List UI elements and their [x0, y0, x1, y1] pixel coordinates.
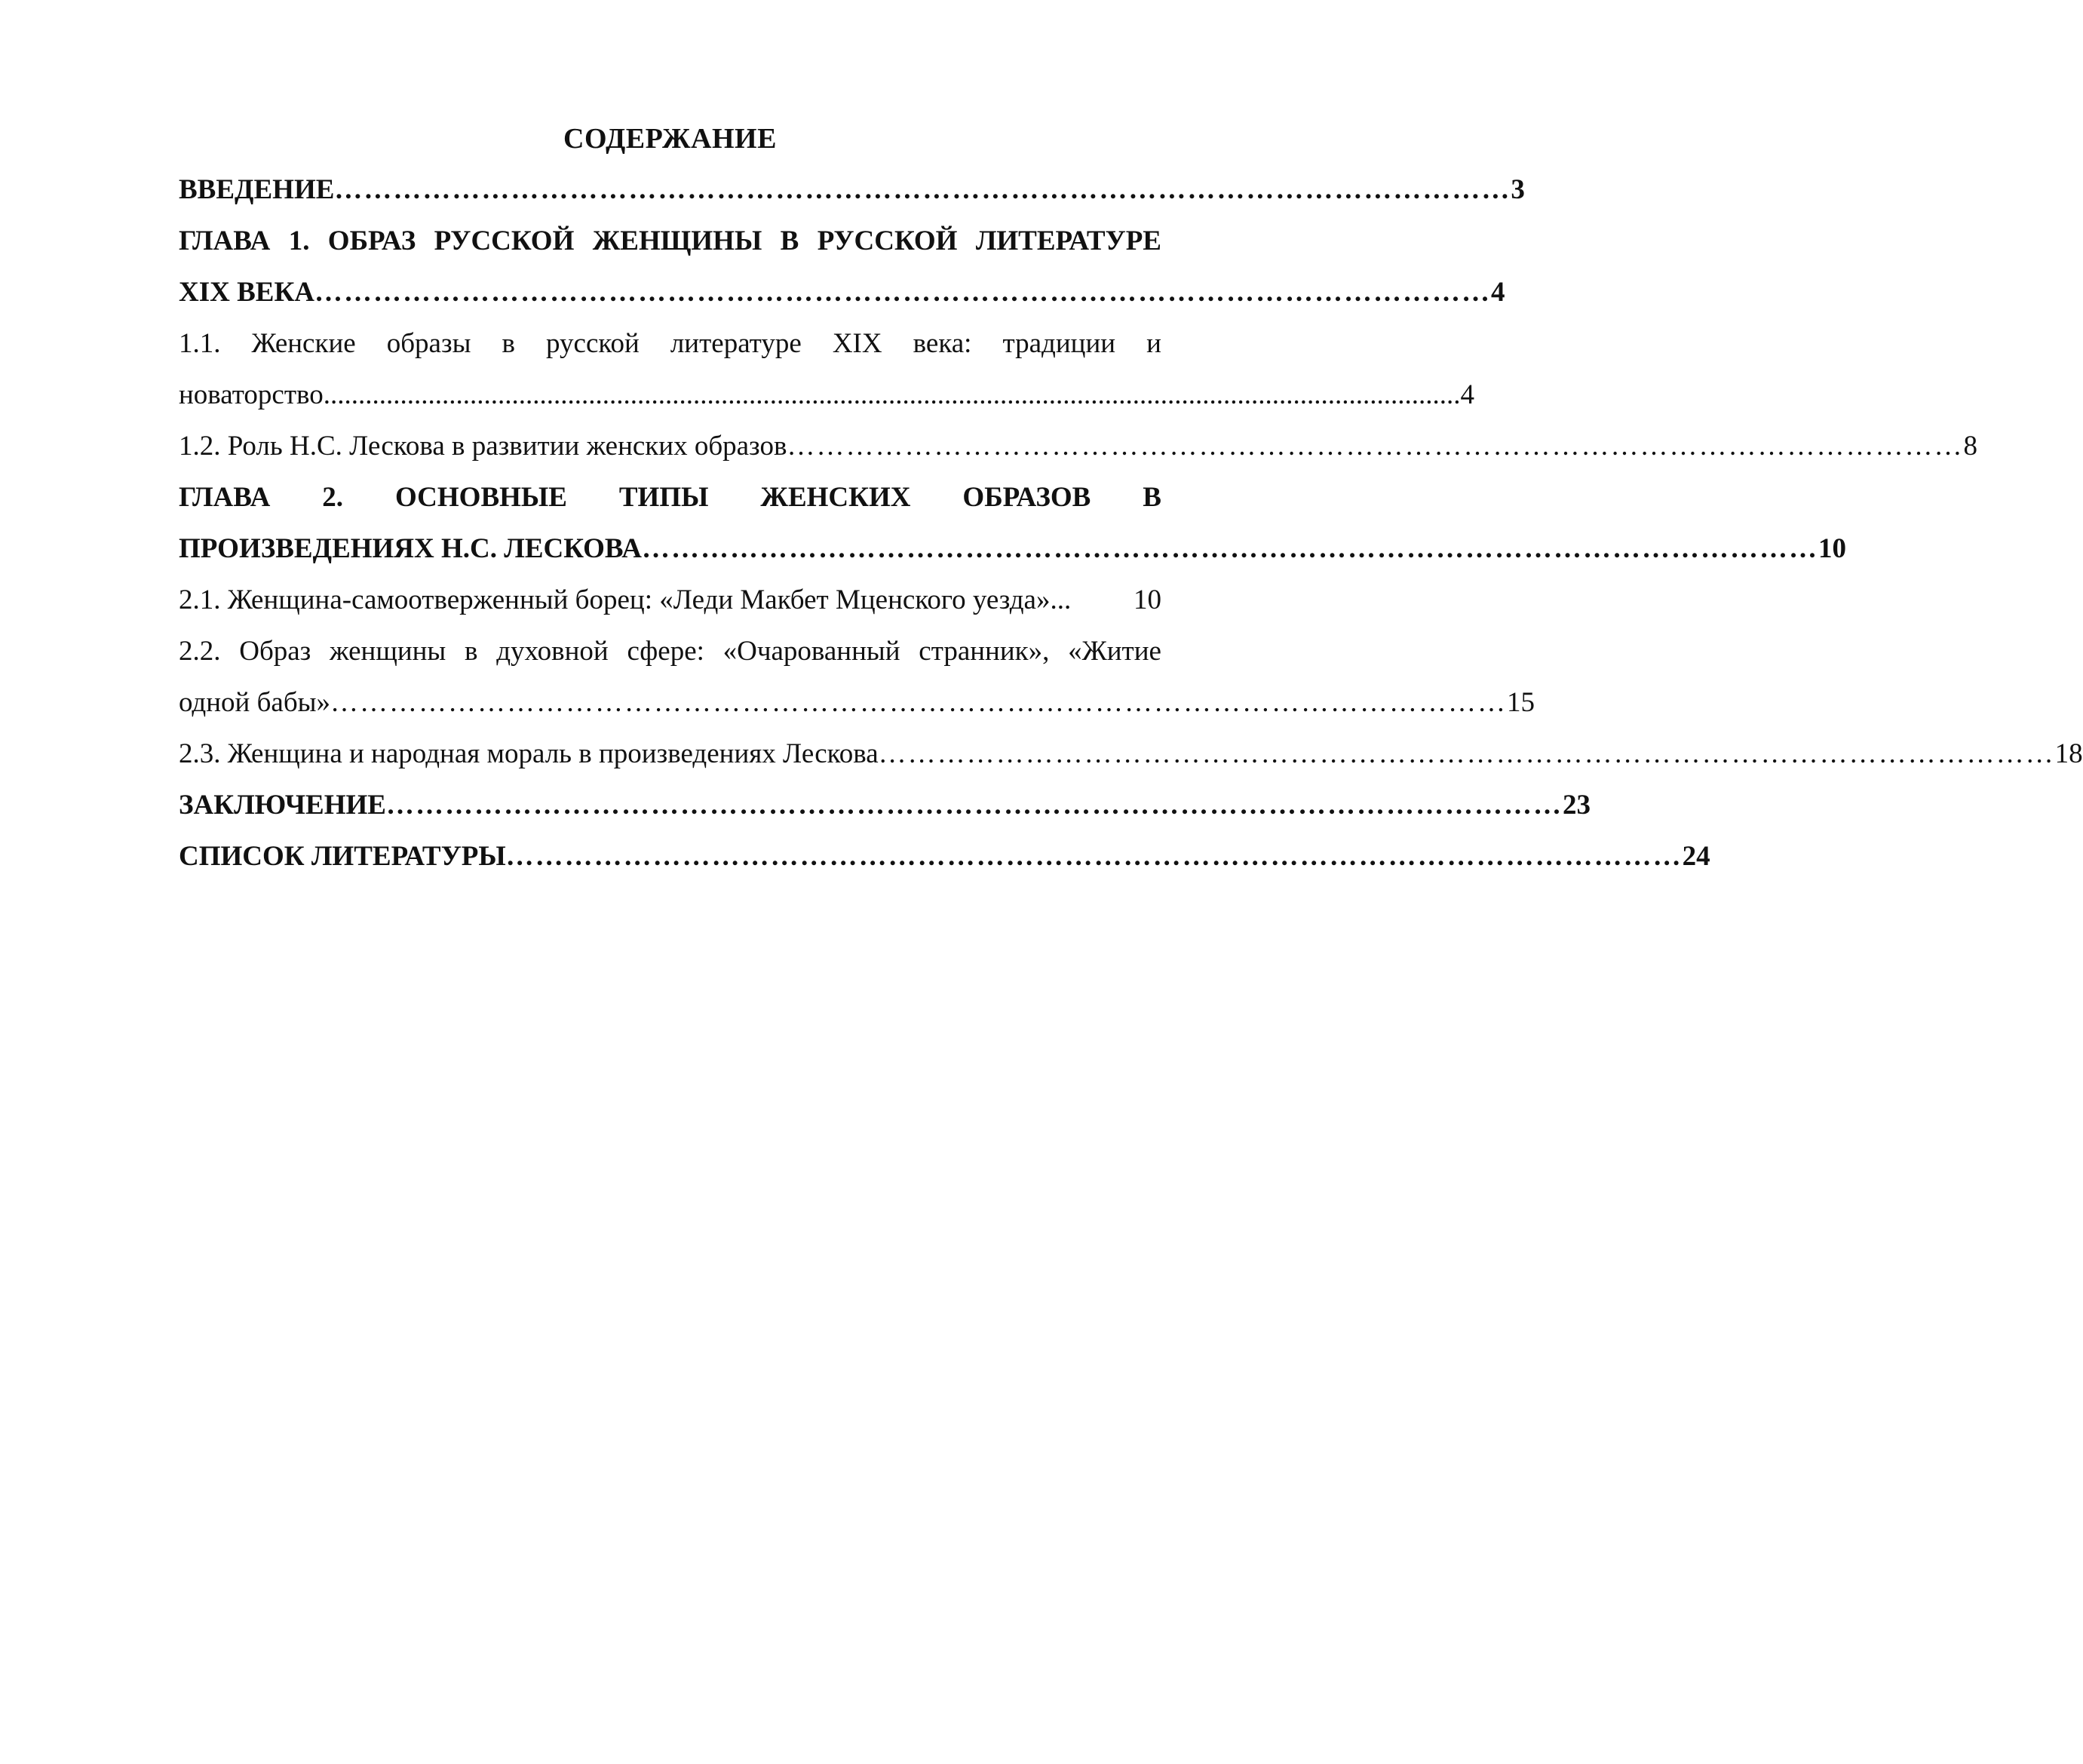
toc-entry-word: «Очарованный — [722, 636, 900, 667]
toc-entry-word: 1.1. — [179, 328, 221, 359]
dot-leader: ………………………………………………………………………………………………………… — [330, 687, 1508, 718]
toc-entry-label: XIX ВЕКА — [179, 277, 314, 308]
dot-leader: ………………………………………………………………………………………………………… — [314, 277, 1491, 308]
dot-leader: ………………………………………………………………………………………………………… — [334, 174, 1511, 205]
toc-entry-word: литературе — [670, 328, 802, 359]
dot-leader: ................................................................................................................................................................... — [323, 379, 1461, 410]
toc-entry-word: ЛИТЕРАТУРЕ — [975, 225, 1161, 256]
toc-entry-word: ОБРАЗ — [327, 225, 416, 256]
toc-entry-word: РУССКОЙ — [434, 225, 575, 256]
toc-entry-word: духовной — [496, 636, 609, 667]
toc-entry-word: ЖЕНЩИНЫ — [592, 225, 762, 256]
dot-leader: ... — [1050, 584, 1072, 615]
toc-entry-word: в — [502, 328, 515, 359]
toc-entry-bibliography[interactable] — [179, 831, 1710, 882]
toc-entry-label: ПРОИЗВЕДЕНИЯХ Н.С. ЛЕСКОВА — [179, 533, 642, 564]
toc-entry-word: русской — [546, 328, 640, 359]
toc-entry-label: 1.2. Роль Н.С. Лескова в развитии женских образов — [179, 431, 787, 462]
toc-page-number: 23 — [1562, 790, 1591, 821]
toc-page-number: 10 — [1818, 533, 1846, 564]
toc-entry-word: века: — [913, 328, 972, 359]
toc-entry-label: новаторство — [179, 379, 324, 410]
toc-entry-section-2-2-continued[interactable] — [179, 677, 1535, 729]
toc-entry-label: 2.1. Женщина-самоотверженный борец: «Леди Макбет Мценского уезда» — [179, 584, 1051, 615]
dot-leader: ………………………………………………………………………………………………………… — [505, 841, 1683, 872]
dot-leader: ………………………………………………………………………………………………………… — [641, 533, 1818, 564]
toc-entry-conclusion[interactable] — [179, 780, 1591, 831]
toc-entry-word: XIX — [832, 328, 882, 359]
toc-entry-word: странник», — [919, 636, 1050, 667]
toc-entry-word: ЖЕНСКИХ — [760, 482, 911, 513]
toc-entry-word: ГЛАВА — [179, 225, 271, 256]
toc-entry-word: и — [1146, 328, 1161, 359]
toc-page-number: 4 — [1460, 379, 1474, 410]
toc-entry-word: ТИПЫ — [618, 482, 709, 513]
toc-entry-section-1-1[interactable] — [179, 318, 1161, 370]
toc-entry-word: Женские — [251, 328, 356, 359]
toc-entry-label: СПИСОК ЛИТЕРАТУРЫ — [179, 841, 506, 872]
toc-entry-section-2-1[interactable] — [179, 575, 1161, 626]
toc-entry-label: ВВЕДЕНИЕ — [179, 174, 335, 205]
toc-entry-section-1-2[interactable] — [179, 421, 1977, 472]
toc-entry-label: одной бабы» — [179, 687, 331, 718]
toc-entry-section-1-1-continued[interactable] — [179, 370, 1474, 421]
toc-entry-word: женщины — [330, 636, 446, 667]
dot-leader: ………………………………………………………………………………………………………… — [385, 790, 1563, 821]
toc-entry-word: Образ — [239, 636, 311, 667]
toc-page-number: 8 — [1963, 431, 1977, 462]
toc-entry-word: ОБРАЗОВ — [962, 482, 1091, 513]
toc-page-number: 15 — [1507, 687, 1535, 718]
toc-entry-word: РУССКОЙ — [817, 225, 958, 256]
toc-entry-word: ОСНОВНЫЕ — [394, 482, 567, 513]
toc-entry-chapter-1[interactable] — [179, 216, 1161, 267]
toc-page-number: 18 — [2054, 738, 2083, 769]
toc-entry-label: ЗАКЛЮЧЕНИЕ — [179, 790, 386, 821]
toc-entry-word: традиции — [1002, 328, 1116, 359]
toc-entry-word: В — [780, 225, 799, 256]
toc-page-number: 3 — [1511, 174, 1525, 205]
toc-entry-word: сфере: — [627, 636, 704, 667]
toc-entry-word: В — [1143, 482, 1161, 513]
table-of-contents — [179, 113, 2083, 882]
toc-entry-section-2-2[interactable] — [179, 626, 1161, 677]
toc-entry-word: образы — [386, 328, 471, 359]
toc-entry-word: 1. — [288, 225, 310, 256]
toc-entry-word: 2. — [322, 482, 344, 513]
toc-entry-chapter-2[interactable] — [179, 472, 1161, 523]
dot-leader: ………………………………………………………………………………………………………… — [878, 738, 2055, 769]
dot-leader: ………………………………………………………………………………………………………… — [787, 431, 1964, 462]
toc-entry-word: ГЛАВА — [179, 482, 271, 513]
toc-entry-word: в — [465, 636, 478, 667]
toc-entry-word: 2.2. — [179, 636, 221, 667]
toc-entry-section-2-3[interactable] — [179, 729, 2083, 780]
toc-entry-chapter-2-continued[interactable] — [179, 523, 1846, 575]
toc-page-number: 4 — [1491, 277, 1505, 308]
toc-entry-introduction[interactable] — [179, 164, 1525, 216]
toc-entry-label: 2.3. Женщина и народная мораль в произведениях Лескова — [179, 738, 879, 769]
toc-entry-chapter-1-continued[interactable] — [179, 267, 1505, 318]
toc-title: СОДЕРЖАНИЕ — [563, 123, 777, 155]
toc-page-number: 24 — [1682, 841, 1710, 872]
toc-entry-word: «Житие — [1068, 636, 1161, 667]
toc-page-number: 10 — [1134, 584, 1161, 615]
